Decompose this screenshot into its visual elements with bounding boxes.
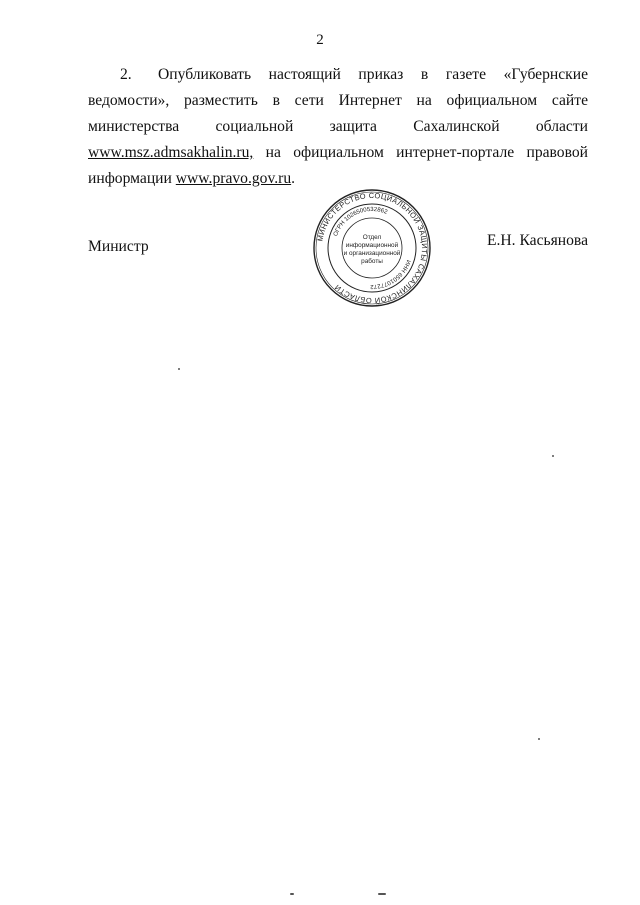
svg-text:ОГРН 1026500532862 — [333, 207, 389, 237]
paragraph-text-1: Опубликовать настоящий приказ в газете «Губернские ведомости», разместить в сети Интернет на официальном сайте министерства социальной защита Сахалинской области — [88, 66, 588, 135]
paragraph-text-2: на официальном интернет-портале правовой информации — [88, 144, 588, 187]
stamp-center-line-4: работы — [361, 258, 383, 265]
official-stamp — [306, 188, 438, 308]
stamp-outer-text: МИНИСТЕРСТВО СОЦИАЛЬНОЙ ЗАЩИТЫ САХАЛИНСКОЙ ОБЛАСТИ — [315, 190, 430, 306]
page-number: 2 — [316, 32, 324, 48]
paragraph-text-3: . — [291, 170, 296, 187]
scan-speck — [178, 368, 180, 370]
msz-website-link[interactable]: www.msz.admsakhalin.ru, — [88, 144, 254, 161]
stamp-ogrn: ОГРН 1026500532862 — [333, 206, 389, 238]
pravo-website-link[interactable]: www.pravo.gov.ru — [175, 170, 292, 187]
scan-speck — [290, 893, 294, 895]
signatory-name: Е.Н. Касьянова — [486, 232, 588, 249]
paragraph-number: 2. — [120, 66, 132, 83]
paragraph-2 — [88, 62, 588, 192]
stamp-center-line-2: информационной — [345, 242, 399, 249]
stamp-center-line-3: и организационной — [343, 250, 401, 257]
stamp-seal-icon — [306, 188, 438, 308]
scan-speck — [552, 455, 554, 457]
signatory-title: Министр — [88, 238, 149, 255]
scan-speck — [378, 893, 386, 895]
scan-speck — [538, 738, 540, 740]
stamp-center-line-1: Отдел — [362, 234, 382, 241]
stamp-inn: ИНН 6501077272 — [370, 258, 411, 290]
